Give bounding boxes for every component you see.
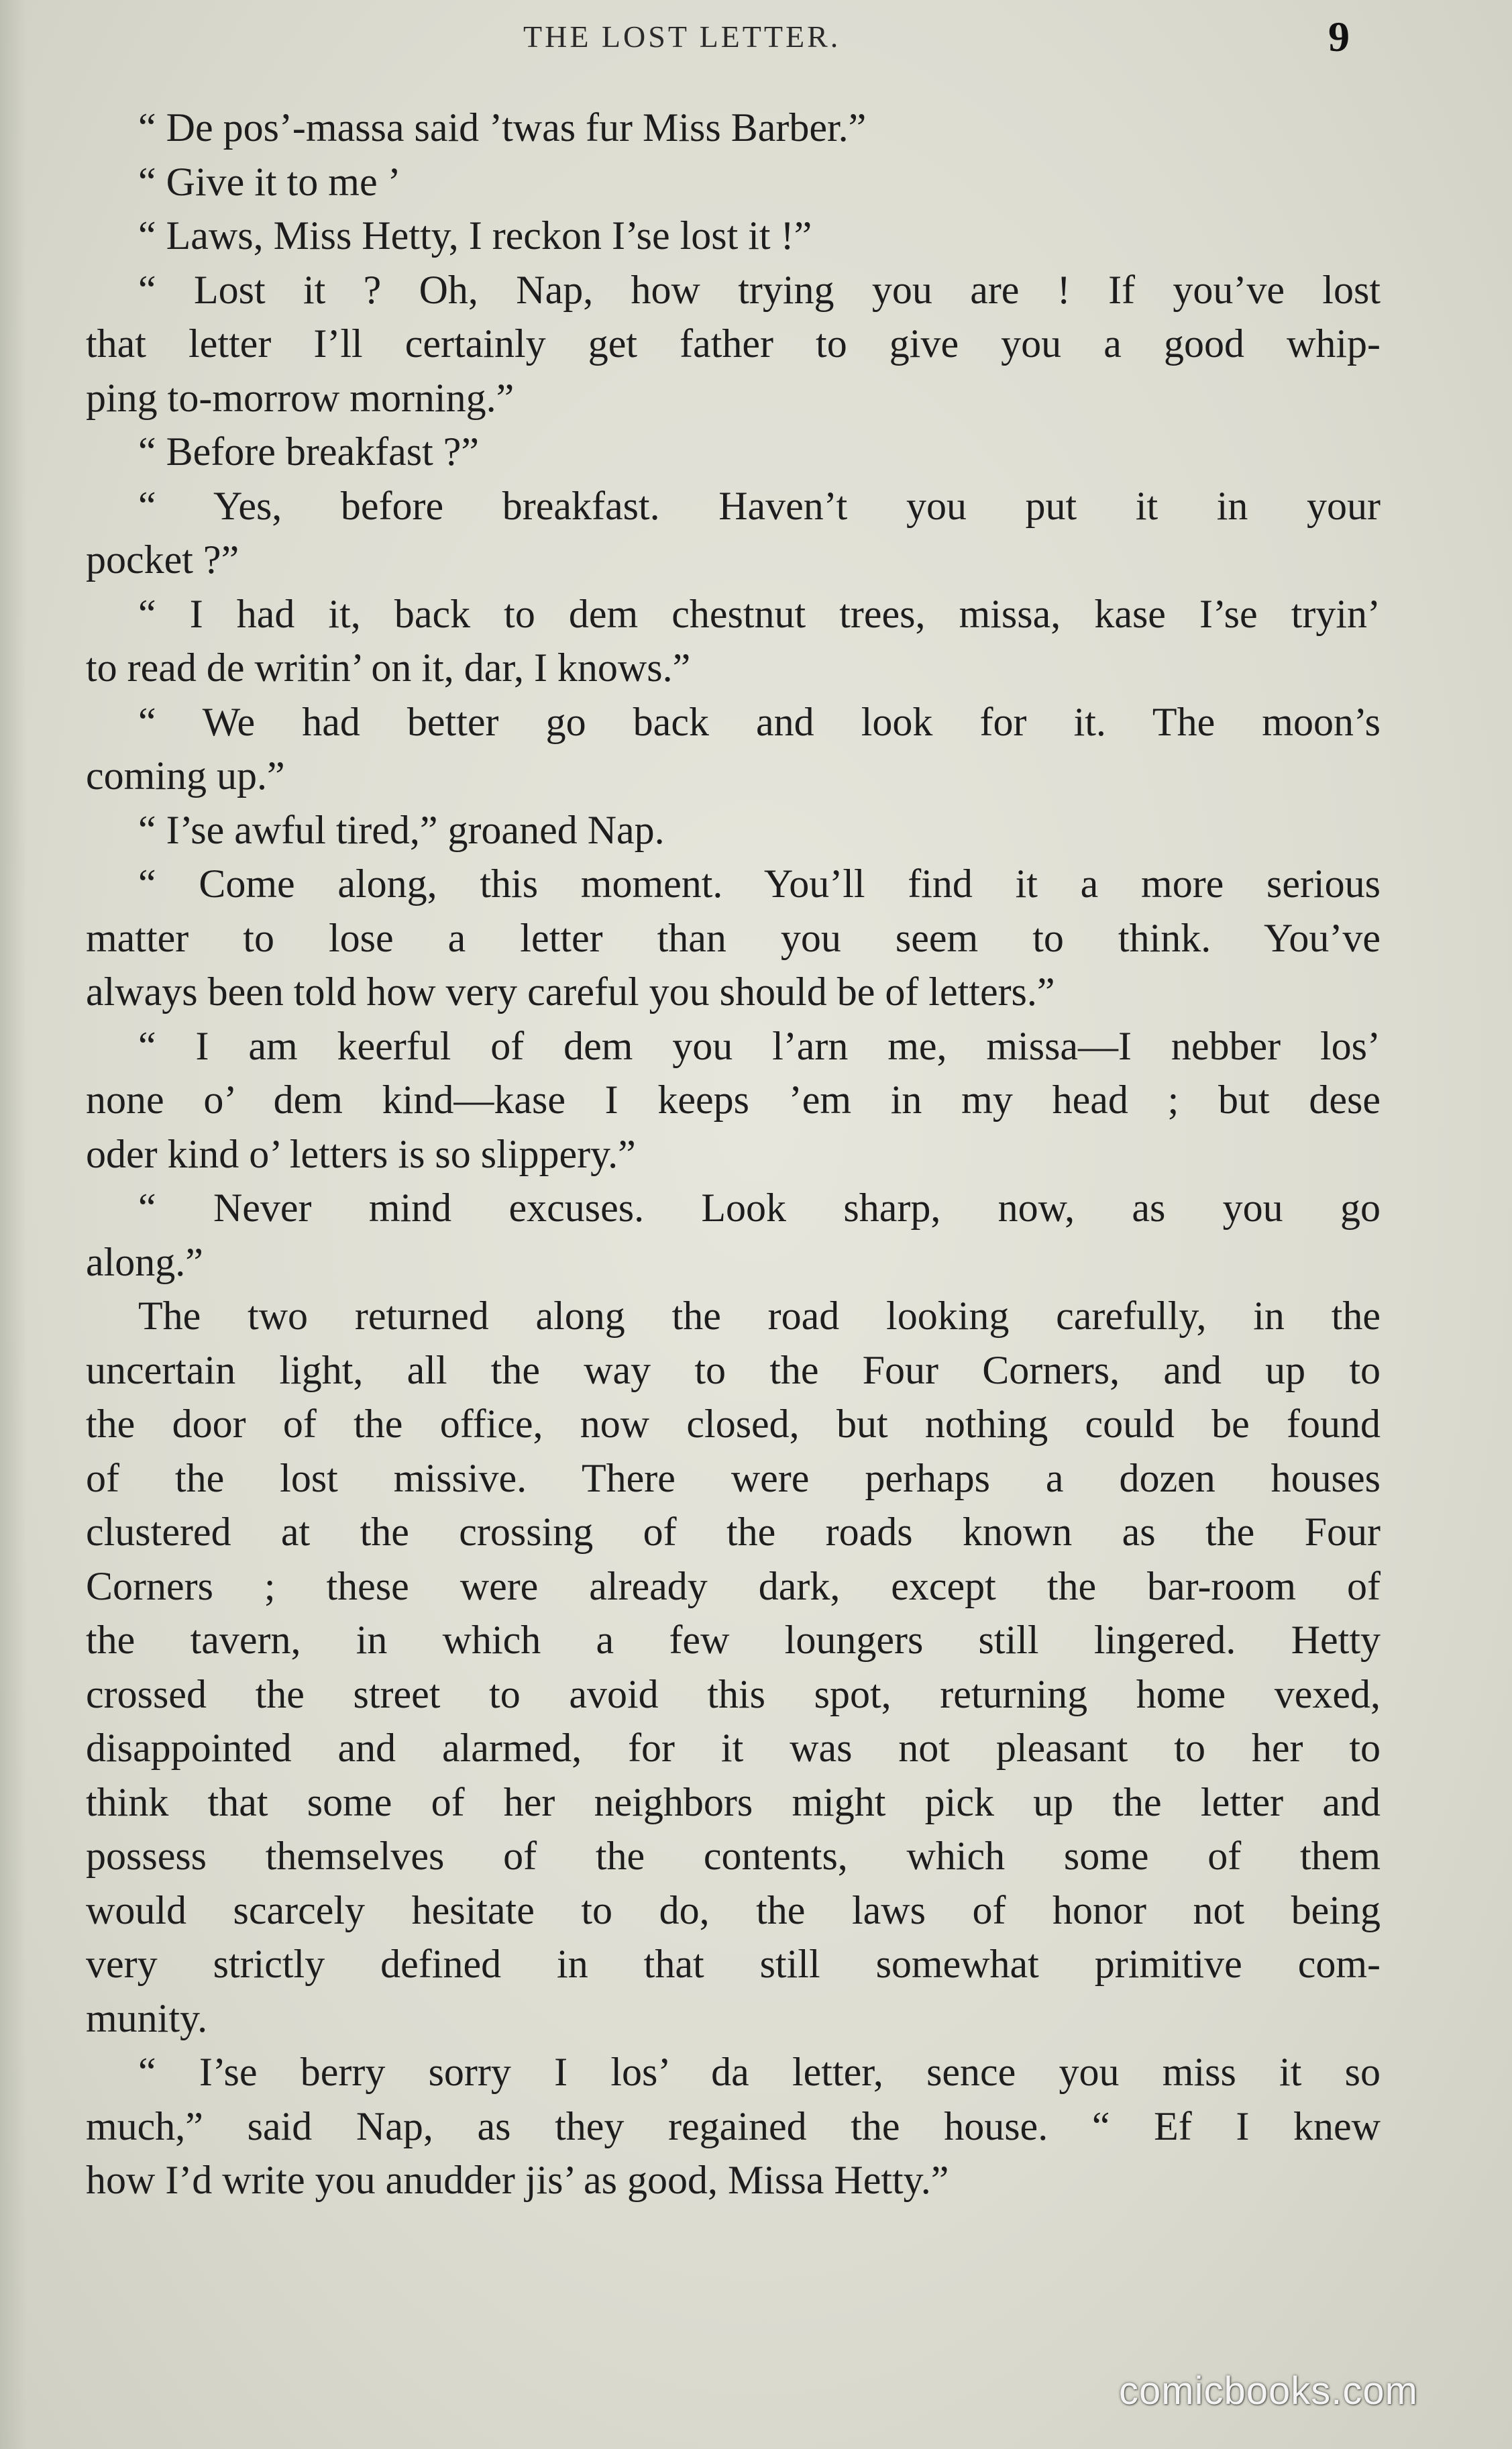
text-line: “ Before breakfast ?” (138, 429, 480, 474)
text-line: “ Lost it ? Oh, Nap, how trying you are ! If you’ve lost (138, 267, 1381, 312)
text-line: very strictly defined in that still somewhat primitive com- (86, 1942, 1381, 1986)
text-line: munity. (86, 1995, 208, 2040)
text-line: The two returned along the road looking carefully, in the (138, 1294, 1381, 1338)
text-line: clustered at the crossing of the roads known as the Four (86, 1510, 1381, 1554)
page-gutter-shadow (0, 0, 27, 2449)
text-line: “ We had better go back and look for it. The moon’s (138, 699, 1381, 744)
text-line: possess themselves of the contents, which some of them (86, 1834, 1381, 1878)
text-line: much,” said Nap, as they regained the house. “ Ef I knew (86, 2103, 1381, 2148)
text-line: of the lost missive. There were perhaps a dozen houses (86, 1455, 1381, 1500)
page-header (0, 12, 1512, 66)
text-line: crossed the street to avoid this spot, returning home vexed, (86, 1671, 1381, 1716)
text-line: “ I am keerful of dem you l’arn me, missa—I nebber los’ (138, 1023, 1381, 1068)
body-text (86, 101, 1381, 2207)
text-line: uncertain light, all the way to the Four Corners, and up to (86, 1347, 1381, 1392)
text-line: “ I’se berry sorry I los’ da letter, sence you miss it so (138, 2050, 1381, 2094)
text-line: would scarcely hesitate to do, the laws of honor not being (86, 1887, 1381, 1932)
running-head: THE LOST LETTER. (523, 19, 841, 54)
watermark: comicbooks.com (1119, 2369, 1418, 2413)
text-line: disappointed and alarmed, for it was not pleasant to her to (86, 1726, 1381, 1770)
text-line: think that some of her neighbors might pick up the letter and (86, 1779, 1381, 1824)
text-line: “ De pos’-massa said ’twas fur Miss Barber.” (138, 105, 867, 150)
text-line: oder kind o’ letters is so slippery.” (86, 1131, 636, 1176)
text-line: “ I’se awful tired,” groaned Nap. (138, 807, 665, 852)
text-line: “ Laws, Miss Hetty, I reckon I’se lost it !” (138, 213, 812, 258)
text-line: pocket ?” (86, 537, 239, 582)
page-number: 9 (1328, 13, 1350, 60)
text-line: how I’d write you anudder jis’ as good, Missa Hetty.” (86, 2158, 949, 2202)
text-line: always been told how very careful you should be of letters.” (86, 970, 1055, 1014)
text-line: that letter I’ll certainly get father to give you a good whip- (86, 321, 1381, 366)
text-line: “ Come along, this moment. You’ll find it a more serious (138, 862, 1381, 906)
text-line: “ Give it to me ’ (138, 159, 401, 204)
text-line: “ I had it, back to dem chestnut trees, missa, kase I’se tryin’ (138, 591, 1381, 636)
text-line: Corners ; these were already dark, except the bar-room of (86, 1563, 1381, 1608)
text-line: none o’ dem kind—kase I keeps ’em in my head ; but dese (86, 1078, 1381, 1122)
text-line: ping to-morrow morning.” (86, 375, 515, 420)
text-line: coming up.” (86, 753, 285, 798)
text-line: the door of the office, now closed, but nothing could be found (86, 1402, 1381, 1446)
text-line: to read de writin’ on it, dar, I knows.” (86, 645, 691, 690)
text-line: the tavern, in which a few loungers still lingered. Hetty (86, 1618, 1381, 1662)
text-line: along.” (86, 1239, 203, 1284)
text-line: “ Yes, before breakfast. Haven’t you put it in your (138, 483, 1381, 528)
text-line: “ Never mind excuses. Look sharp, now, as you go (138, 1186, 1381, 1230)
text-line: matter to lose a letter than you seem to think. You’ve (86, 915, 1381, 960)
